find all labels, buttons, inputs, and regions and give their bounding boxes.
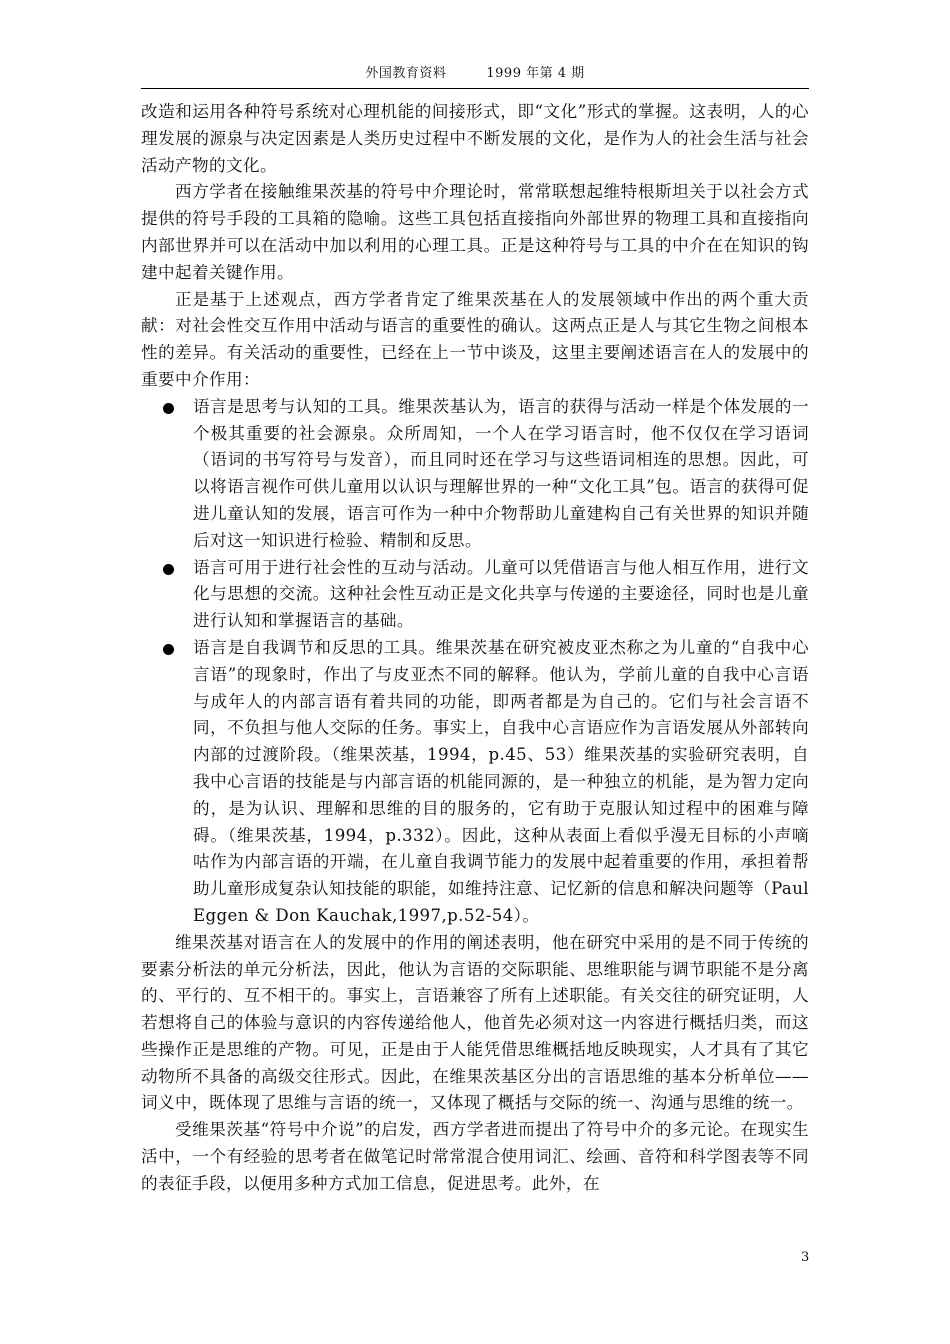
bullet-text-3: 语言是自我调节和反思的工具。维果茨基在研究被皮亚杰称之为儿童的“自我中心言语”的现象时，作出了与皮亚杰不同的解释。他认为，学前儿童的自我中心言语与成年人的内部言语有着共同的功能，即两者都是为自己的。它们与社会言语不同，不负担与他人交际的任务。事实上，自我中心言语应作为言语发展从外部转向内部的过渡阶段。（维果茨基，1994，p.45、53）维果茨基的实验研究表明，自我中心言语的技能是与内部言语的机能同源的，是一种独立的机能，是为智力定向的，是为认识、理解和思维的目的服务的，它有助于克服认知过程中的困难与障碍。（维果茨基，1994，p.332）。因此，这种从表面上看似乎漫无目标的小声嘀咕作为内部言语的开端，在儿童自我调节能力的发展中起着重要的作用，承担着帮助儿童形成复杂认知技能的职能，如维持注意、记忆新的信息和解决问题等（Paul Eggen & Don Kauchak,1997,p.52-54）。 — [193, 637, 809, 925]
page-body — [141, 99, 809, 1198]
issue-label: 1999 年第 4 期 — [486, 66, 585, 81]
page-number: 3 — [801, 1250, 810, 1265]
running-header — [141, 66, 809, 89]
bullet-text-2: 语言可用于进行社会性的互动与活动。儿童可以凭借语言与他人相互作用，进行文化与思想的交流。这种社会性互动正是文化共享与传递的主要途径，同时也是儿童进行认知和掌握语言的基础。 — [193, 557, 809, 631]
bullet-item-1 — [141, 394, 809, 555]
paragraph-2: 西方学者在接触维果茨基的符号中介理论时，常常联想起维特根斯坦关于以社会方式提供的符号手段的工具箱的隐喻。这些工具包括直接指向外部世界的物理工具和直接指向内部世界并可以在活动中加以利用的心理工具。正是这种符号与工具的中介在在知识的钩建中起着关键作用。 — [141, 182, 809, 282]
bullet-icon — [163, 564, 174, 575]
journal-title: 外国教育资料 — [365, 66, 447, 81]
bullet-icon — [163, 403, 174, 414]
bullet-item-3 — [141, 635, 809, 930]
paragraph-1: 改造和运用各种符号系统对心理机能的间接形式，即“文化”形式的掌握。这表明，人的心理发展的源泉与决定因素是人类历史过程中不断发展的文化，是作为人的社会生活与社会活动产物的文化。 — [141, 102, 809, 175]
bullet-item-2 — [141, 555, 809, 635]
bullet-text-1: 语言是思考与认知的工具。维果茨基认为，语言的获得与活动一样是个体发展的一个极其重要的社会源泉。众所周知，一个人在学习语言时，他不仅仅在学习语词（语词的书写符号与发音），而且同时还在学习与这些语词相连的思想。因此，可以将语言视作可供儿童用以认识与理解世界的一种“文化工具”包。语言的获得可促进儿童认知的发展，语言可作为一种中介物帮助儿童建构自己有关世界的知识并随后对这一知识进行检验、精制和反思。 — [193, 396, 809, 550]
paragraph-4: 维果茨基对语言在人的发展中的作用的阐述表明，他在研究中采用的是不同于传统的要素分析法的单元分析法，因此，他认为言语的交际职能、思维职能与调节职能不是分离的、平行的、互不相干的。事实上，言语兼容了所有上述职能。有关交往的研究证明，人若想将自己的体验与意识的内容传递给他人，他首先必须对这一内容进行概括归类，而这些操作正是思维的产物。可见，正是由于人能凭借思维概括地反映现实，人才具有了其它动物所不具备的高级交往形式。因此，在维果茨基区分出的言语思维的基本分析单位——词义中，既体现了思维与言语的统一，又体现了概括与交际的统一、沟通与思维的统一。 — [141, 932, 809, 1113]
paragraph-3: 正是基于上述观点，西方学者肯定了维果茨基在人的发展领域中作出的两个重大贡献：对社会性交互作用中活动与语言的重要性的确认。这两点正是人与其它生物之间根本性的差异。有关活动的重要性，已经在上一节中谈及，这里主要阐述语言在人的发展中的重要中介作用： — [141, 289, 809, 389]
bullet-list — [141, 394, 809, 930]
bullet-icon — [163, 644, 174, 655]
paragraph-5: 受维果茨基“符号中介说”的启发，西方学者进而提出了符号中介的多元论。在现实生活中，一个有经验的思考者在做笔记时常常混合使用词汇、绘画、音符和科学图表等不同的表征手段，以便用多种方式加工信息，促进思考。此外，在 — [141, 1120, 809, 1193]
